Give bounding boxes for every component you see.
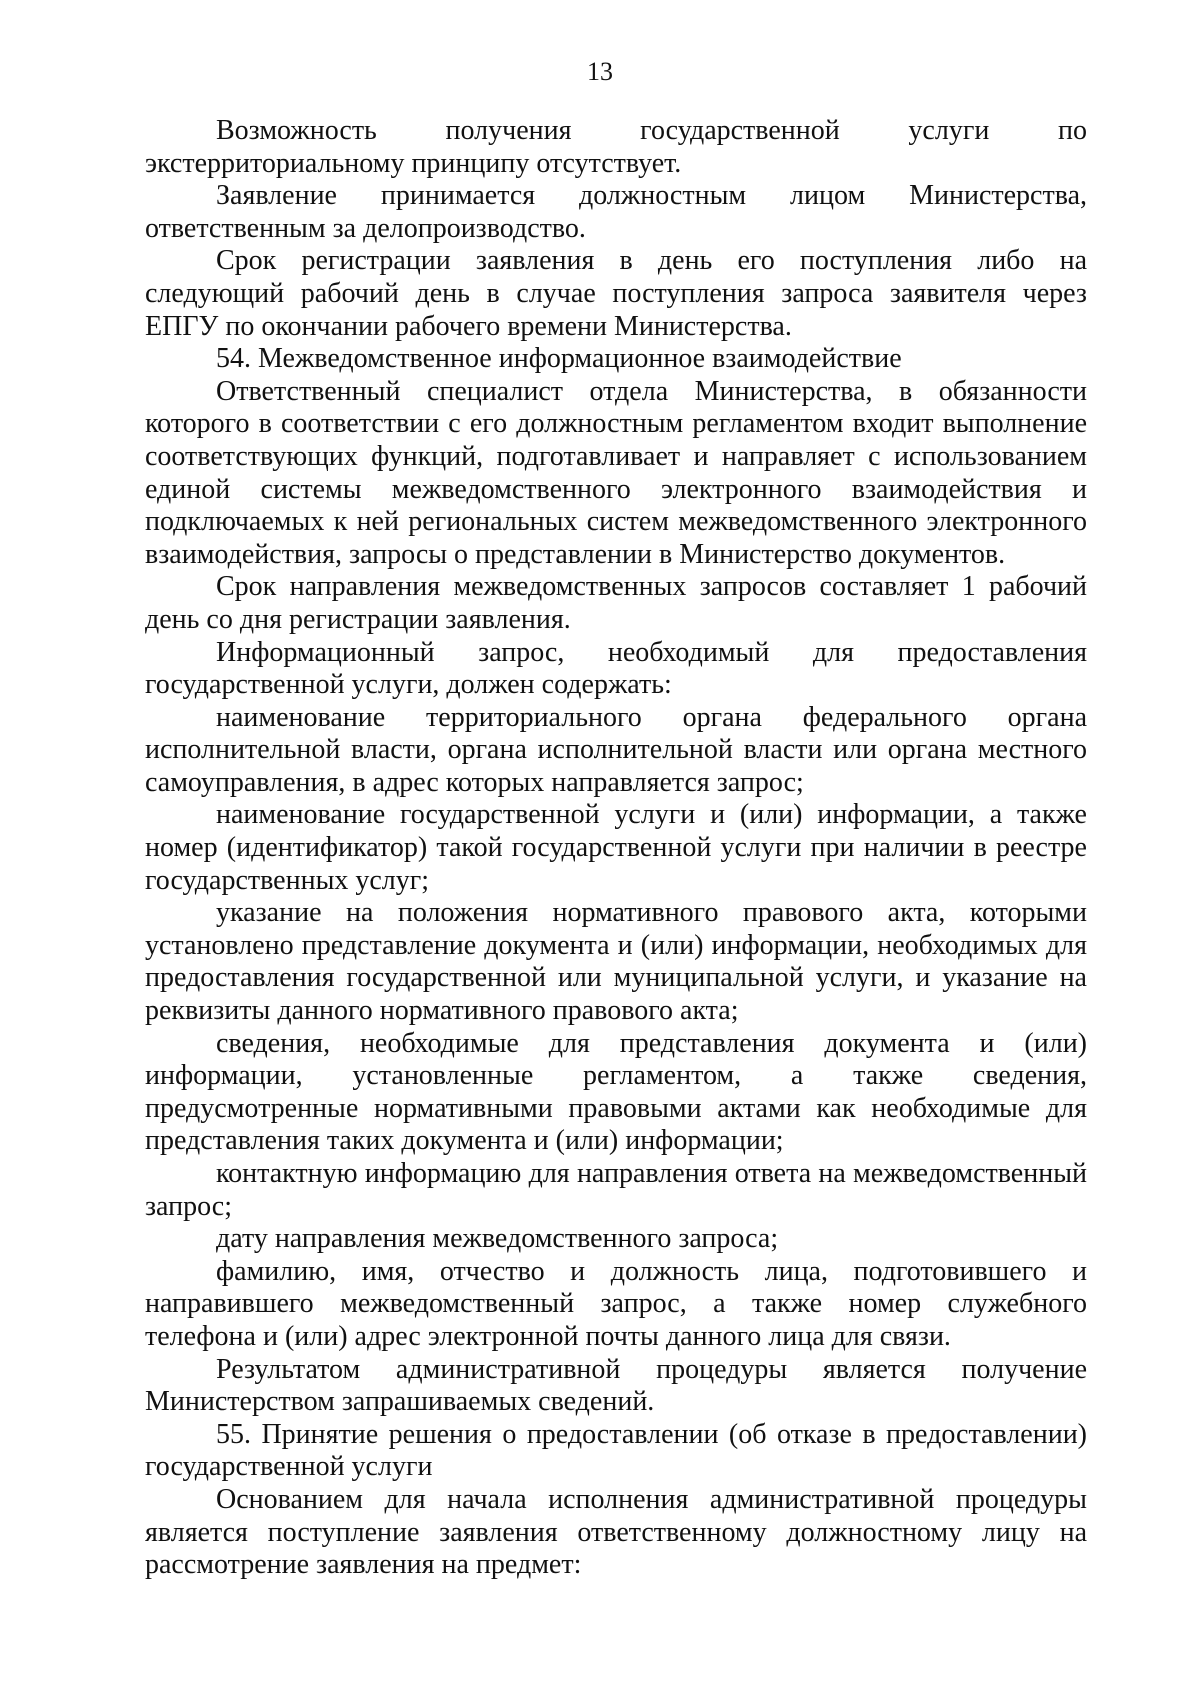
paragraph-request-contents: Информационный запрос, необходимый для предоставления государственной услуги, должен содержать: <box>145 636 1087 701</box>
section-heading-54: 54. Межведомственное информационное взаимодействие <box>216 343 902 375</box>
list-item-legal-act: указание на положения нормативного правового акта, которыми установлено представление документа и (или) информации, необходимых для предоставления государственной или муниципальной услуги, и указание на реквизиты данного нормативного правового акта; <box>145 897 1087 1027</box>
paragraph-procedure-result: Результатом административной процедуры является получение Министерством запрашиваемых сведений. <box>145 1353 1087 1418</box>
list-item-contact-info: контактную информацию для направления ответа на межведомственный запрос; <box>145 1158 1087 1222</box>
list-item-official-details: фамилию, имя, отчество и должность лица, подготовившего и направившего межведомственный запрос, а также номер служебного телефона и (или) адрес электронной почты данного лица для связи. <box>145 1255 1087 1352</box>
document-body <box>145 115 1087 1582</box>
section-heading-55: 55. Принятие решения о предоставлении (об отказе в предоставлении) государственной услуги <box>145 1418 1087 1483</box>
paragraph-registration-deadline: Срок регистрации заявления в день его поступления либо на следующий рабочий день в случае поступления запроса заявителя через ЕПГУ по окончании рабочего времени Министерства. <box>145 245 1087 342</box>
list-item-request-date: дату направления межведомственного запроса; <box>216 1223 779 1255</box>
list-item-required-info: сведения, необходимые для представления документа и (или) информации, установленные регламентом, а также сведения, предусмотренные нормативными правовыми актами как необходимые для представления таких документа и (или) информации; <box>145 1027 1087 1157</box>
paragraph-application-accepted: Заявление принимается должностным лицом Министерства, ответственным за делопроизводство. <box>145 180 1087 244</box>
list-item-service-name: наименование государственной услуги и (или) информации, а также номер (идентификатор) такой государственной услуги при наличии в реестре государственных услуг; <box>145 799 1087 896</box>
paragraph-responsible-specialist: Ответственный специалист отдела Министерства, в обязанности которого в соответствии с его должностным регламентом входит выполнение соответствующих функций, подготавливает и направляет с использованием единой системы межведомственного электронного взаимодействия и подключаемых к ней региональных систем межведомственного электронного взаимодействия, запросы о представлении в Министерство документов. <box>145 375 1087 570</box>
page-number: 13 <box>587 57 613 86</box>
paragraph-extraterritorial: Возможность получения государственной услуги по экстерриториальному принципу отсутствует. <box>145 115 1087 179</box>
paragraph-request-deadline: Срок направления межведомственных запросов составляет 1 рабочий день со дня регистрации заявления. <box>145 571 1087 635</box>
paragraph-procedure-basis: Основанием для начала исполнения административной процедуры является поступление заявления ответственному должностному лицу на рассмотрение заявления на предмет: <box>145 1483 1087 1581</box>
list-item-authority-name: наименование территориального органа федерального органа исполнительной власти, органа исполнительной власти или органа местного самоуправления, в адрес которых направляется запрос; <box>145 701 1087 798</box>
